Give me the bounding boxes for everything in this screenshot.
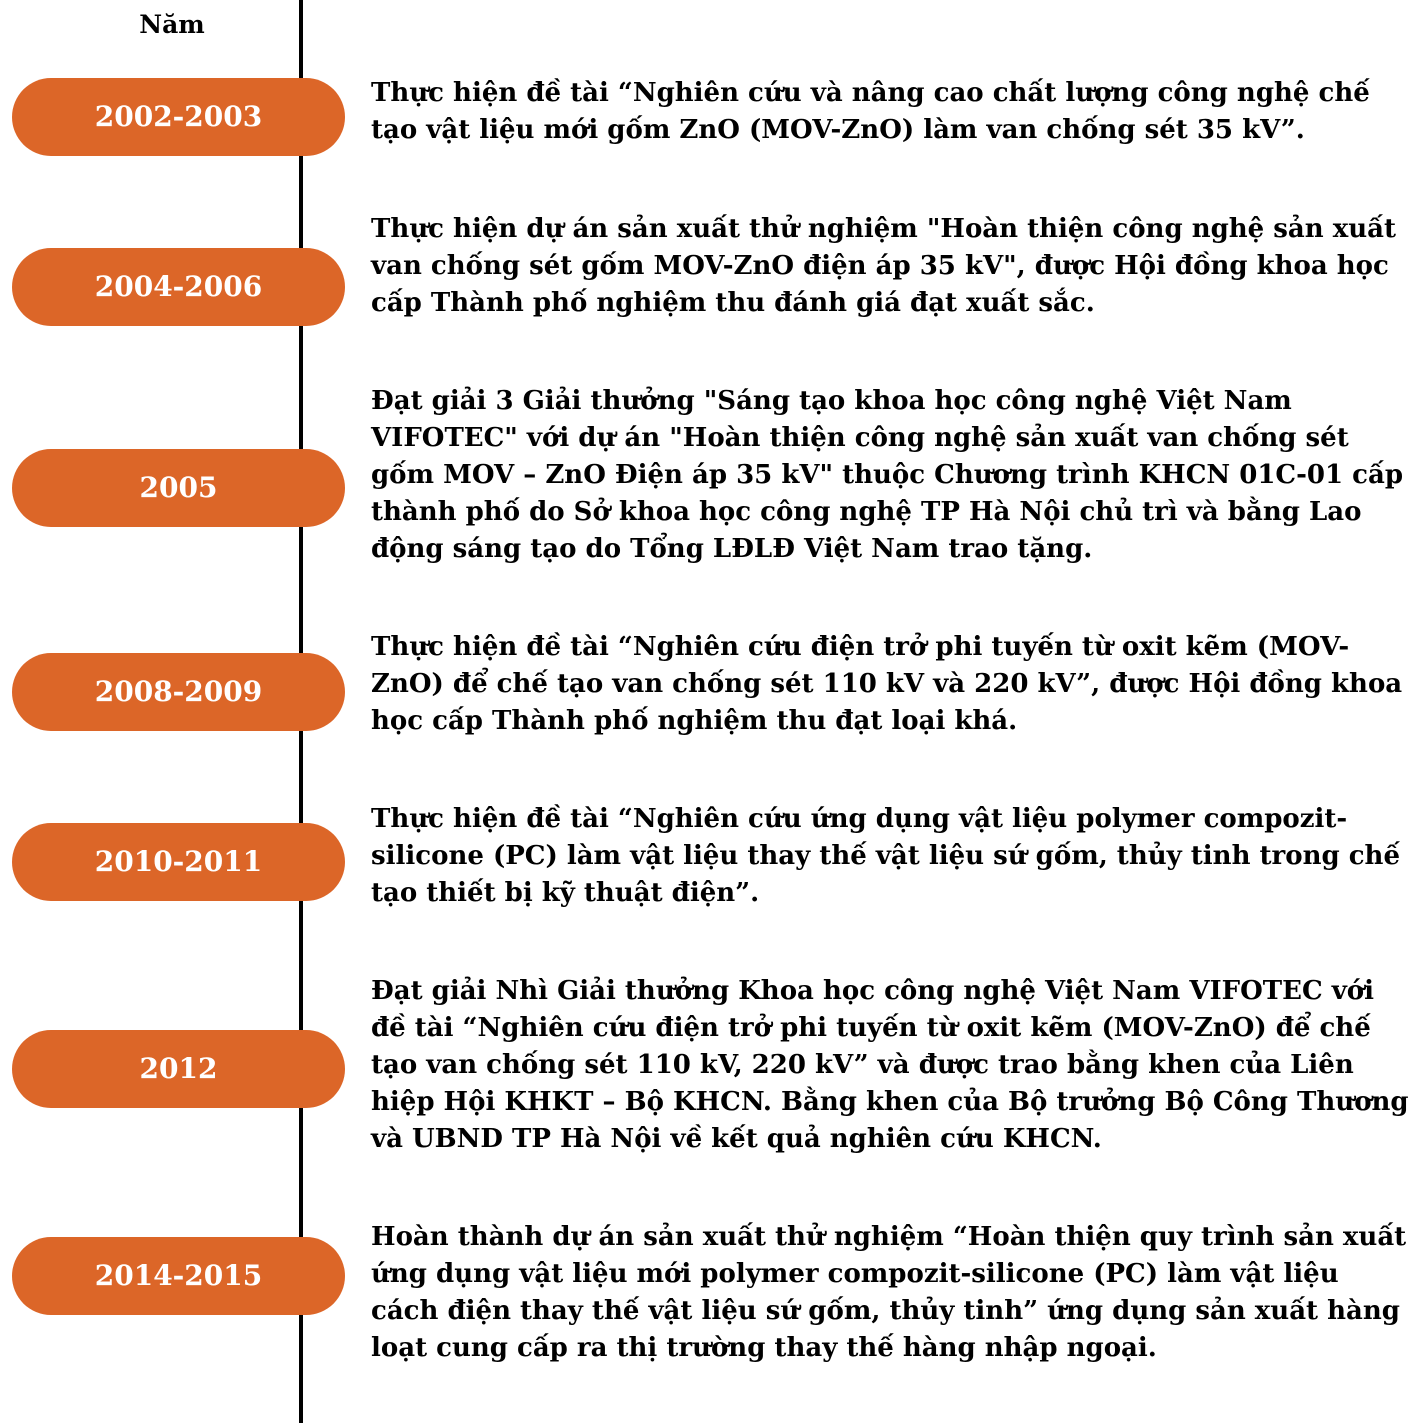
year-pill-2008-2009: 2008-2009 (12, 653, 345, 731)
event-description-2014-2015: Hoàn thành dự án sản xuất thử nghiệm “Hoàn thiện quy trình sản xuất ứng dụng vật liệu mới polymer compozit-silicone (PC) làm vật liệu cách điện thay thế vật liệu sứ gốm, thủy tinh” ứng dụng sản xuất hàng loạt cung cấp ra thị trường thay thế hàng nhập ngoại. (371, 1222, 1407, 1363)
event-description-2008-2009: Thực hiện đề tài “Nghiên cứu điện trở phi tuyến từ oxit kẽm (MOV-ZnO) để chế tạo van chống sét 110 kV và 220 kV”, được Hội đồng khoa học cấp Thành phố nghiệm thu đạt loại khá. (371, 632, 1403, 736)
event-description-2005: Đạt giải 3 Giải thưởng "Sáng tạo khoa học công nghệ Việt Nam VIFOTEC" với dự án "Hoàn thiện công nghệ sản xuất van chống sét gốm MOV – ZnO Điện áp 35 kV" thuộc Chương trình KHCN 01C-01 cấp thành phố do Sở khoa học công nghệ TP Hà Nội chủ trì và bằng Lao động sáng tạo do Tổng LĐLĐ Việt Nam trao tặng. (371, 386, 1404, 564)
year-pill-2004-2006: 2004-2006 (12, 248, 345, 326)
event-description-2004-2006: Thực hiện dự án sản xuất thử nghiệm "Hoàn thiện công nghệ sản xuất van chống sét gốm MOV-ZnO điện áp 35 kV", được Hội đồng khoa học cấp Thành phố nghiệm thu đánh giá đạt xuất sắc. (371, 214, 1396, 318)
year-pill-2014-2015: 2014-2015 (12, 1237, 345, 1315)
event-description-2002-2003: Thực hiện đề tài “Nghiên cứu và nâng cao chất lượng công nghệ chế tạo vật liệu mới gốm ZnO (MOV-ZnO) làm van chống sét 35 kV”. (371, 78, 1370, 145)
year-column-header: Năm (139, 10, 205, 39)
event-description-2010-2011: Thực hiện đề tài “Nghiên cứu ứng dụng vật liệu polymer compozit-silicone (PC) làm vật liệu thay thế vật liệu sứ gốm, thủy tinh trong chế tạo thiết bị kỹ thuật điện”. (371, 804, 1400, 908)
event-description-2012: Đạt giải Nhì Giải thưởng Khoa học công nghệ Việt Nam VIFOTEC với đề tài “Nghiên cứu điện trở phi tuyến từ oxit kẽm (MOV-ZnO) để chế tạo van chống sét 110 kV, 220 kV” và được trao bằng khen của Liên hiệp Hội KHKT – Bộ KHCN. Bằng khen của Bộ trưởng Bộ Công Thương và UBND TP Hà Nội về kết quả nghiên cứu KHCN. (371, 976, 1409, 1154)
year-pill-2005: 2005 (12, 449, 345, 527)
year-pill-2012: 2012 (12, 1030, 345, 1108)
year-pill-2002-2003: 2002-2003 (12, 78, 345, 156)
year-pill-2010-2011: 2010-2011 (12, 823, 345, 901)
